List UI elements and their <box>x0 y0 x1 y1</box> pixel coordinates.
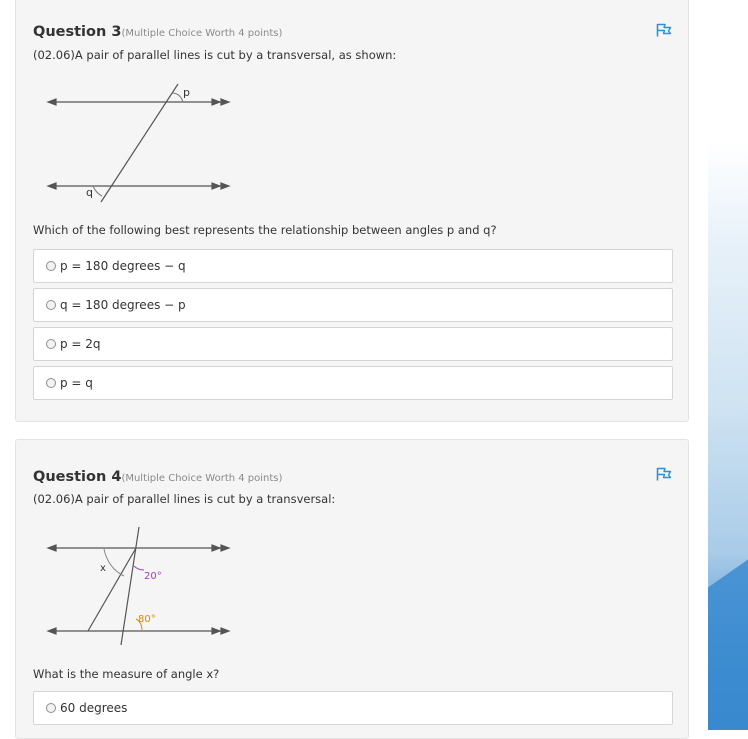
parallel-lines-diagram <box>30 79 250 209</box>
answer-choice[interactable] <box>33 327 673 361</box>
answer-choice[interactable] <box>33 288 673 322</box>
question-text: Which of the following best represents the relationship between angles p and q? <box>33 223 497 237</box>
question-card <box>15 439 689 739</box>
question-title: Question 4 <box>33 469 122 485</box>
question-prompt: (02.06)A pair of parallel lines is cut by a transversal: <box>33 492 336 506</box>
flag-icon[interactable] <box>656 23 672 37</box>
question-text: What is the measure of angle x? <box>33 667 220 681</box>
angle-label-x: x <box>100 563 106 574</box>
radio-button[interactable] <box>46 300 56 310</box>
question-card <box>15 0 689 422</box>
radio-button[interactable] <box>46 378 56 388</box>
angle-label-p: p <box>183 86 190 99</box>
transversal-diagram <box>30 524 250 650</box>
choice-label: p = q <box>60 376 93 390</box>
angle-label-q: q <box>86 186 93 199</box>
flag-icon[interactable] <box>656 467 672 481</box>
question-prompt: (02.06)A pair of parallel lines is cut by a transversal, as shown: <box>33 48 397 62</box>
answer-choice[interactable] <box>33 691 673 725</box>
question-meta: (Multiple Choice Worth 4 points) <box>121 473 283 484</box>
angle-label-20: 20° <box>144 571 162 582</box>
background-decoration <box>708 140 748 730</box>
question-header <box>33 21 282 40</box>
angle-label-80: 80° <box>138 614 156 625</box>
question-title: Question 3 <box>33 24 122 40</box>
choice-label: q = 180 degrees − p <box>60 298 186 312</box>
choice-label: p = 2q <box>60 337 101 351</box>
radio-button[interactable] <box>46 261 56 271</box>
radio-button[interactable] <box>46 703 56 713</box>
radio-button[interactable] <box>46 339 56 349</box>
answer-choice[interactable] <box>33 249 673 283</box>
choice-label: p = 180 degrees − q <box>60 259 186 273</box>
choice-label: 60 degrees <box>60 701 128 715</box>
question-header <box>33 466 282 485</box>
answer-choice[interactable] <box>33 366 673 400</box>
question-meta: (Multiple Choice Worth 4 points) <box>121 28 283 39</box>
